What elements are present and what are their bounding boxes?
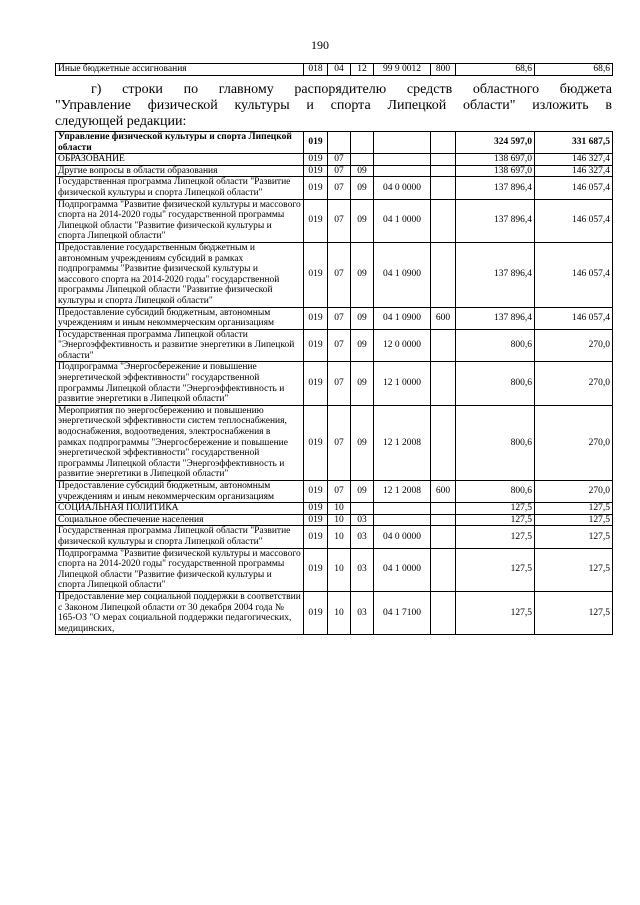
row-name: Иные бюджетные ассигнования [56,64,304,76]
csr-cell: 04 1 0900 [374,307,431,329]
row-name: Подпрограмма "Развитие физической культуры и массового спорта на 2014-2020 годы" государственной программы Липецкой области "Развитие физической культуры и спорта Липецкой области" [56,199,304,242]
podrazdel-cell: 12 [351,64,374,76]
glava-cell: 019 [304,548,328,591]
csr-cell: 12 0 0000 [374,329,431,362]
table-row [56,405,613,480]
vr-cell [431,405,456,480]
podrazdel-cell: 09 [351,242,374,307]
podrazdel-cell: 09 [351,307,374,329]
razdel-cell: 10 [328,591,351,634]
row-name: Предоставление субсидий бюджетным, автономным учреждениям и иным некоммерческим организациям [56,307,304,329]
vr-cell [431,548,456,591]
podrazdel-cell [351,503,374,515]
year1-cell: 800,6 [456,329,535,362]
vr-cell [431,154,456,166]
table-row [56,548,613,591]
year2-cell: 127,5 [535,503,613,515]
year2-cell: 146 057,4 [535,177,613,199]
razdel-cell: 10 [328,526,351,548]
vr-cell [431,329,456,362]
paragraph-line: г) строки по главному распорядителю средств областного бюджета [91,82,612,97]
glava-cell: 018 [304,64,328,76]
table-row [56,329,613,362]
budget-table [55,131,613,635]
row-name: Государственная программа Липецкой области "Развитие физической культуры и спорта Липецкой области" [56,526,304,548]
year1-cell: 138 697,0 [456,165,535,177]
glava-cell: 019 [304,503,328,515]
podrazdel-cell: 09 [351,329,374,362]
razdel-cell: 07 [328,154,351,166]
csr-cell: 04 0 0000 [374,177,431,199]
year1-cell: 127,5 [456,591,535,634]
glava-cell: 019 [304,199,328,242]
glava-cell: 019 [304,307,328,329]
vr-cell [431,165,456,177]
year1-cell: 138 697,0 [456,154,535,166]
razdel-cell: 10 [328,503,351,515]
page-number: 190 [311,38,329,52]
glava-cell: 019 [304,405,328,480]
csr-cell: 04 1 7100 [374,591,431,634]
year2-cell: 146 327,4 [535,165,613,177]
glava-cell: 019 [304,165,328,177]
year2-cell: 146 057,4 [535,307,613,329]
vr-cell [431,199,456,242]
year2-cell: 127,5 [535,514,613,526]
row-name: Подпрограмма "Развитие физической культуры и массового спорта на 2014-2020 годы" государственной программы Липецкой области "Развитие физической культуры и спорта Липецкой области" [56,548,304,591]
year2-cell: 127,5 [535,591,613,634]
razdel-cell: 07 [328,307,351,329]
razdel-cell: 07 [328,329,351,362]
year2-cell: 127,5 [535,548,613,591]
csr-cell: 99 9 0012 [374,64,431,76]
paragraph-line: следующей редакции: [55,114,187,129]
podrazdel-cell: 09 [351,199,374,242]
row-name: Мероприятия по энергосбережению и повышению энергетической эффективности систем теплоснабжения, водоснабжения, водоотведения, электроснабжения в рамках подпрограммы "Энергосбережение и повышение энергетической эффективности" государственной программы Липецкой области "Энергоэффективность и развитие энергетики в Липецкой области" [56,405,304,480]
row-name: Подпрограмма "Энергосбережение и повышение энергетической эффективности" государственной программы Липецкой области "Энергоэффективность и развитие энергетики в Липецкой области" [56,362,304,405]
podrazdel-cell: 03 [351,526,374,548]
razdel-cell: 07 [328,405,351,480]
table-row [56,514,613,526]
table-row [56,165,613,177]
podrazdel-cell [351,132,374,154]
year2-cell: 127,5 [535,526,613,548]
podrazdel-cell: 03 [351,548,374,591]
table-row [56,177,613,199]
glava-cell: 019 [304,132,328,154]
previous-table-fragment [55,63,613,76]
year2-cell: 270,0 [535,481,613,503]
year1-cell: 800,6 [456,405,535,480]
glava-cell: 019 [304,526,328,548]
year1-cell: 137 896,4 [456,199,535,242]
csr-cell: 04 1 0000 [374,548,431,591]
vr-cell [431,591,456,634]
vr-cell [431,362,456,405]
table-row [56,481,613,503]
year2-cell: 270,0 [535,405,613,480]
table-row [56,591,613,634]
glava-cell: 019 [304,177,328,199]
csr-cell [374,154,431,166]
table-row [56,307,613,329]
glava-cell: 019 [304,362,328,405]
row-name: Управление физической культуры и спорта Липецкой области [56,132,304,154]
year2-cell: 270,0 [535,362,613,405]
row-name: Государственная программа Липецкой области "Развитие физической культуры и спорта Липецкой области" [56,177,304,199]
year1-cell: 800,6 [456,481,535,503]
row-name: Другие вопросы в области образования [56,165,304,177]
csr-cell: 04 1 0000 [374,199,431,242]
year2-cell: 146 057,4 [535,199,613,242]
year1-cell: 137 896,4 [456,177,535,199]
podrazdel-cell: 03 [351,514,374,526]
glava-cell: 019 [304,481,328,503]
table-row [56,199,613,242]
podrazdel-cell: 09 [351,481,374,503]
year2-cell: 68,6 [535,64,613,76]
year1-cell: 68,6 [456,64,535,76]
csr-cell [374,514,431,526]
razdel-cell: 10 [328,548,351,591]
row-name: Предоставление субсидий бюджетным, автономным учреждениям и иным некоммерческим организациям [56,481,304,503]
csr-cell: 12 1 2008 [374,481,431,503]
table-row [56,362,613,405]
podrazdel-cell: 09 [351,405,374,480]
year1-cell: 137 896,4 [456,307,535,329]
year2-cell: 270,0 [535,329,613,362]
podrazdel-cell: 09 [351,165,374,177]
csr-cell: 04 0 0000 [374,526,431,548]
table-row [56,132,613,154]
year1-cell: 127,5 [456,526,535,548]
year2-cell: 331 687,5 [535,132,613,154]
podrazdel-cell: 03 [351,591,374,634]
podrazdel-cell: 09 [351,177,374,199]
vr-cell [431,177,456,199]
year2-cell: 146 057,4 [535,242,613,307]
paragraph-line: "Управление физической культуры и спорта Липецкой области" изложить в [55,98,612,113]
vr-cell [431,526,456,548]
row-name: СОЦИАЛЬНАЯ ПОЛИТИКА [56,503,304,515]
csr-cell [374,503,431,515]
vr-cell [431,132,456,154]
year1-cell: 127,5 [456,503,535,515]
vr-cell [431,242,456,307]
table-row [56,64,613,76]
razdel-cell: 07 [328,165,351,177]
glava-cell: 019 [304,154,328,166]
podrazdel-cell [351,154,374,166]
razdel-cell: 10 [328,514,351,526]
csr-cell: 12 1 2008 [374,405,431,480]
csr-cell: 04 1 0900 [374,242,431,307]
vr-cell [431,503,456,515]
razdel-cell: 07 [328,362,351,405]
vr-cell [431,514,456,526]
amendment-paragraph [55,82,612,130]
table-row [56,154,613,166]
year1-cell: 127,5 [456,548,535,591]
year1-cell: 324 597,0 [456,132,535,154]
table-body [56,132,613,635]
row-name: Предоставление государственным бюджетным и автономным учреждениям субсидий в рамках подпрограммы "Развитие физической культуры и массового спорта на 2014-2020 годы" государственной программы Липецкой области "Развитие физической культуры и спорта Липецкой области" [56,242,304,307]
csr-cell [374,165,431,177]
glava-cell: 019 [304,514,328,526]
csr-cell: 12 1 0000 [374,362,431,405]
glava-cell: 019 [304,591,328,634]
razdel-cell [328,132,351,154]
year1-cell: 137 896,4 [456,242,535,307]
row-name: Государственная программа Липецкой области "Энергоэффективность и развитие энергетики в Липецкой области" [56,329,304,362]
year2-cell: 146 327,4 [535,154,613,166]
year1-cell: 127,5 [456,514,535,526]
csr-cell [374,132,431,154]
razdel-cell: 07 [328,177,351,199]
row-name: Социальное обеспечение населения [56,514,304,526]
row-name: ОБРАЗОВАНИЕ [56,154,304,166]
podrazdel-cell: 09 [351,362,374,405]
glava-cell: 019 [304,329,328,362]
vr-cell: 600 [431,481,456,503]
table-row [56,503,613,515]
razdel-cell: 04 [328,64,351,76]
vr-cell: 600 [431,307,456,329]
razdel-cell: 07 [328,242,351,307]
glava-cell: 019 [304,242,328,307]
year1-cell: 800,6 [456,362,535,405]
table-row [56,526,613,548]
row-name: Предоставление мер социальной поддержки в соответствии с Законом Липецкой области от 30 декабря 2004 года № 165-ОЗ "О мерах социальной поддержки педагогических, медицинских, [56,591,304,634]
table-row [56,242,613,307]
razdel-cell: 07 [328,199,351,242]
vr-cell: 800 [431,64,456,76]
razdel-cell: 07 [328,481,351,503]
